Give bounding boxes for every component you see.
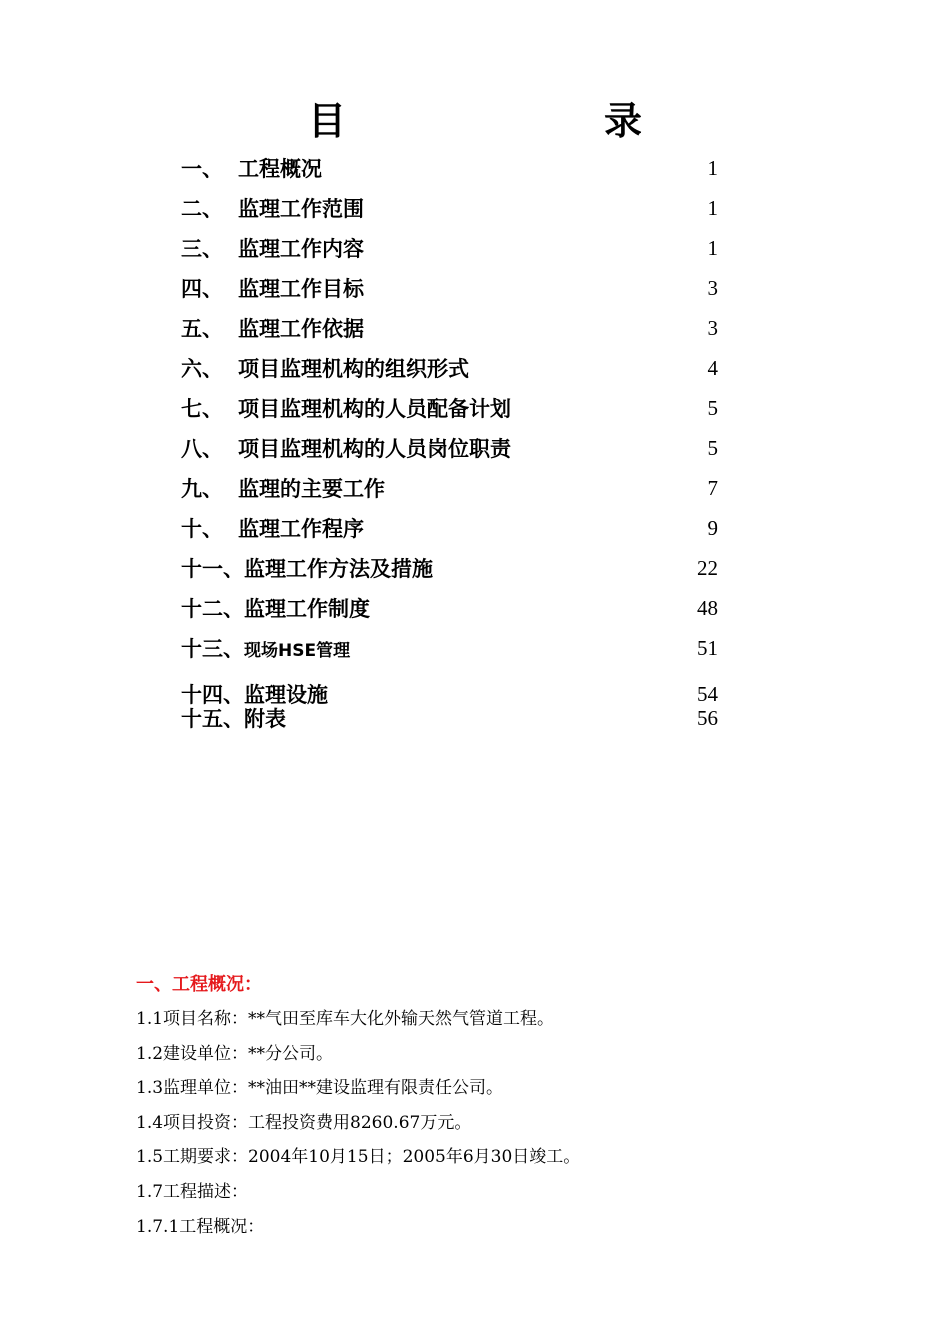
toc-entry-number: 七、 [181, 397, 223, 421]
toc-entry[interactable] [181, 428, 718, 468]
schedule-requirement-line: 1.5工期要求：2004年10月15日；2005年6月30日竣工。 [136, 1147, 581, 1168]
toc-entry-page: 1 [707, 235, 718, 260]
project-name-line: 1.1项目名称：**气田至库车大化外输天然气管道工程。 [136, 1009, 555, 1029]
page-title-text: 目 录 [307, 99, 752, 143]
toc-entry-label: 监理的主要工作 [238, 477, 385, 501]
toc-entry-label: 项目监理机构的人员配备计划 [238, 397, 511, 421]
page-title [0, 96, 950, 146]
section-heading: 一、工程概况： [136, 974, 262, 995]
toc-entry[interactable] [181, 588, 718, 628]
toc-entry-page: 22 [697, 555, 718, 580]
toc-entry-number: 十四、 [181, 683, 244, 707]
toc-entry[interactable] [181, 388, 718, 428]
toc-entry-label: 项目监理机构的人员岗位职责 [238, 437, 511, 461]
toc-entry[interactable] [181, 548, 718, 588]
toc-entry-page: 54 [697, 681, 718, 706]
toc-entry[interactable] [181, 706, 718, 730]
table-of-contents [181, 148, 718, 730]
toc-entry[interactable] [181, 508, 718, 548]
supervision-unit-line: 1.3监理单位：**油田**建设监理有限责任公司。 [136, 1078, 504, 1099]
toc-entry-label: 监理工作范围 [238, 197, 364, 221]
toc-entry[interactable] [181, 188, 718, 228]
toc-entry-label: 监理设施 [244, 683, 328, 707]
toc-entry-number: 五、 [181, 317, 223, 341]
toc-entry[interactable] [181, 268, 718, 308]
toc-entry-number: 十三、 [181, 637, 244, 661]
toc-entry-page: 3 [707, 315, 718, 340]
toc-entry-number: 九、 [181, 477, 223, 501]
toc-entry[interactable] [181, 308, 718, 348]
toc-entry-label: 监理工作依据 [238, 317, 364, 341]
toc-entry-label: 监理工作方法及措施 [244, 557, 433, 581]
toc-entry-number: 八、 [181, 437, 223, 461]
toc-entry-page: 1 [707, 195, 718, 220]
toc-entry-number: 十五、 [181, 707, 244, 731]
toc-entry-number: 一、 [181, 157, 223, 181]
toc-entry-number: 四、 [181, 277, 223, 301]
toc-entry-label: 监理工作制度 [244, 597, 370, 621]
toc-entry-page: 51 [697, 635, 718, 660]
toc-entry[interactable] [181, 228, 718, 268]
toc-entry-label: 监理工作程序 [238, 517, 364, 541]
toc-entry-label: 监理工作目标 [238, 277, 364, 301]
toc-entry-number: 二、 [181, 197, 223, 221]
toc-entry-page: 56 [697, 705, 718, 730]
toc-entry[interactable] [181, 148, 718, 188]
toc-entry-label: 附表 [244, 707, 286, 731]
toc-entry-number: 六、 [181, 357, 223, 381]
toc-entry-label: 现场HSE管理 [244, 640, 351, 661]
toc-entry-label: 监理工作内容 [238, 237, 364, 261]
toc-entry-page: 5 [707, 435, 718, 460]
toc-entry-number: 十一、 [181, 557, 244, 581]
toc-entry[interactable] [181, 468, 718, 508]
toc-entry[interactable] [181, 628, 718, 668]
toc-entry-page: 48 [697, 595, 718, 620]
project-overview-subheading: 1.7.1工程概况： [136, 1216, 265, 1237]
toc-entry-page: 5 [707, 395, 718, 420]
project-investment-line: 1.4项目投资：工程投资费用8260.67万元。 [136, 1112, 472, 1133]
section-project-overview [136, 968, 836, 1244]
toc-entry-page: 3 [707, 275, 718, 300]
toc-entry-page: 7 [707, 475, 718, 500]
toc-entry-number: 十二、 [181, 597, 244, 621]
toc-entry-page: 4 [707, 355, 718, 380]
project-description-line: 1.7工程描述： [136, 1181, 249, 1202]
toc-entry[interactable] [181, 348, 718, 388]
toc-entry-page: 9 [707, 515, 718, 540]
toc-entry-number: 十、 [181, 517, 223, 541]
toc-entry-label: 项目监理机构的组织形式 [238, 357, 469, 381]
construction-unit-line: 1.2建设单位：**分公司。 [136, 1043, 334, 1064]
toc-entry-number: 三、 [181, 237, 223, 261]
toc-entry-page: 1 [707, 155, 718, 180]
toc-entry-label: 工程概况 [238, 157, 322, 181]
